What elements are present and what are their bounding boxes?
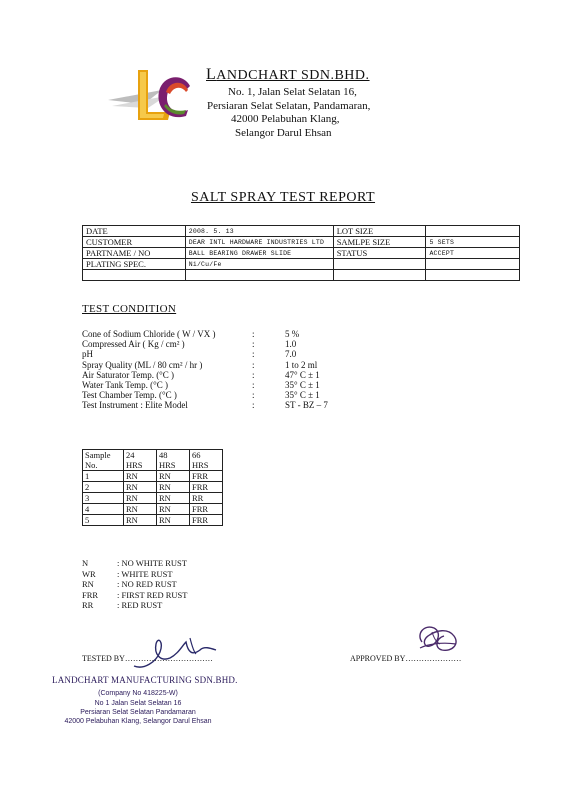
condition-label: pH (82, 349, 93, 360)
plating-value: Ni/Cu/Fe (185, 259, 333, 270)
table-row (83, 248, 520, 259)
status-value: ACCEPT (426, 248, 520, 259)
header-line: 66 (192, 450, 201, 460)
header-line: Sample (85, 450, 111, 460)
report-title: SALT SPRAY TEST REPORT (190, 190, 376, 205)
legend-code: RN (82, 579, 94, 589)
header-cell (83, 450, 124, 471)
test-condition-heading: TEST CONDITION (82, 303, 177, 315)
condition-value: 47° C ± 1 (285, 369, 320, 380)
condition-value: 35° C ± 1 (285, 379, 320, 390)
company-name-initial: L (206, 66, 217, 83)
legend (82, 558, 222, 611)
table-row (83, 270, 520, 281)
table-row (83, 482, 223, 493)
condition-value: 1.0 (285, 339, 297, 350)
company-address (207, 86, 370, 140)
condition-row (82, 329, 402, 339)
table-cell: 4 (83, 504, 124, 515)
condition-value: 7.0 (285, 349, 297, 360)
legend-code: RR (82, 600, 94, 610)
table-cell: RN (124, 493, 157, 504)
approved-by-label: APPROVED BY………………… (350, 654, 462, 663)
results-table (82, 449, 223, 526)
header-line: 24 (126, 450, 135, 460)
legend-desc: : NO RED RUST (117, 579, 177, 589)
condition-row (82, 380, 402, 390)
table-row (83, 259, 520, 270)
header-cell (157, 450, 190, 471)
empty-cell (426, 270, 520, 281)
condition-label: Water Tank Temp. (°C ) (82, 379, 169, 390)
report-info-table (82, 225, 520, 281)
table-cell: RN (124, 482, 157, 493)
table-cell: RN (124, 504, 157, 515)
footer-address-line: 42000 Pelabuhan Klang, Selangor Darul Ehsan (64, 718, 212, 725)
company-name (206, 66, 370, 84)
condition-label: Cone of Sodium Chloride ( W / VX ) (82, 329, 216, 339)
header-line: HRS (159, 460, 176, 470)
empty-cell (185, 270, 333, 281)
table-row (83, 504, 223, 515)
condition-label: Test Instrument : Elite Model (82, 400, 188, 411)
test-condition-list (82, 329, 402, 411)
legend-desc: : FIRST RED RUST (117, 589, 188, 600)
status-label: STATUS (333, 248, 426, 259)
address-line: Persiaran Selat Selatan, Pandamaran, (207, 99, 371, 112)
table-cell: FRR (190, 515, 223, 526)
legend-item (82, 558, 222, 569)
condition-row (82, 400, 402, 410)
header-line: HRS (192, 460, 209, 470)
company-name-rest: ANDCHART SDN.BHD. (216, 68, 370, 83)
address-line: 42000 Pelabuhan Klang, (231, 113, 340, 125)
condition-value: 5 % (285, 329, 300, 339)
empty-cell (83, 270, 186, 281)
table-cell: RN (157, 471, 190, 482)
header-line: No. (85, 460, 98, 470)
condition-value: ST - BZ – 7 (285, 400, 328, 411)
date-label: DATE (83, 226, 186, 237)
table-cell: 5 (83, 515, 124, 526)
customer-value: DEAR INTL HARDWARE INDUSTRIES LTD (185, 237, 333, 248)
header-line: 48 (159, 450, 168, 460)
customer-label: CUSTOMER (83, 237, 186, 248)
legend-desc: : WHITE RUST (117, 568, 173, 579)
legend-item (82, 579, 222, 590)
table-cell: RR (190, 493, 223, 504)
table-row (83, 237, 520, 248)
date-value: 2008. 5. 13 (185, 226, 333, 237)
separator: : (252, 379, 255, 390)
legend-code: FRR (82, 589, 99, 600)
table-cell: FRR (190, 471, 223, 482)
company-logo (104, 60, 200, 130)
partname-value: BALL BEARING DRAWER SLIDE (185, 248, 333, 259)
table-cell: RN (124, 471, 157, 482)
separator: : (252, 349, 255, 360)
table-header-row (83, 450, 223, 471)
table-cell: RN (157, 515, 190, 526)
legend-desc: : RED RUST (117, 600, 163, 610)
condition-row (82, 370, 402, 380)
condition-label: Compressed Air ( Kg / cm² ) (82, 339, 185, 350)
lot-size-label: LOT SIZE (333, 226, 426, 237)
condition-row (82, 360, 402, 370)
table-row (83, 226, 520, 237)
table-row (83, 471, 223, 482)
separator: : (252, 329, 255, 339)
condition-row (82, 339, 402, 349)
table-cell: FRR (190, 504, 223, 515)
lot-size-value (426, 226, 520, 237)
empty-cell (333, 270, 426, 281)
condition-row (82, 349, 402, 359)
partname-label: PARTNAME / NO (83, 248, 186, 259)
header-line: HRS (126, 460, 143, 470)
tested-by-signature (130, 632, 220, 672)
condition-row (82, 390, 402, 400)
table-row (83, 515, 223, 526)
separator: : (252, 339, 255, 350)
footer-address-line: Persiaran Selat Selatan Pandamaran (80, 709, 196, 716)
header-cell (190, 450, 223, 471)
footer-company-reg: (Company No 418225-W) (98, 690, 178, 697)
separator: : (252, 390, 255, 401)
footer-company-name: LANDCHART MANUFACTURING SDN.BHD. (52, 675, 238, 685)
separator: : (252, 369, 255, 380)
tested-by-label: TESTED BY…………………………… (82, 654, 213, 663)
approved-by-signature (412, 622, 464, 658)
table-cell: RN (157, 482, 190, 493)
legend-code: N (82, 558, 89, 568)
table-cell: 2 (83, 482, 124, 493)
separator: : (252, 400, 255, 411)
sample-size-value: 5 SETS (426, 237, 520, 248)
legend-item (82, 590, 222, 601)
footer-address-line: No 1 Jalan Selat Selatan 16 (94, 700, 182, 707)
condition-label: Air Saturator Temp. (°C ) (82, 369, 175, 380)
separator: : (252, 359, 255, 370)
legend-desc: : NO WHITE RUST (117, 558, 187, 568)
table-cell: RN (157, 504, 190, 515)
address-line: Selangor Darul Ehsan (235, 126, 332, 139)
condition-value: 1 to 2 ml (285, 359, 318, 370)
header-cell (124, 450, 157, 471)
condition-value: 35° C ± 1 (285, 390, 320, 401)
table-cell: RN (124, 515, 157, 526)
legend-item (82, 600, 222, 611)
table-cell: FRR (190, 482, 223, 493)
empty-cell (333, 259, 426, 270)
sample-size-label: SAMLPE SIZE (333, 237, 426, 248)
table-row (83, 493, 223, 504)
table-cell: 1 (83, 471, 124, 482)
plating-label: PLATING SPEC. (83, 259, 186, 270)
table-cell: 3 (83, 493, 124, 504)
empty-cell (426, 259, 520, 270)
legend-item (82, 569, 222, 580)
condition-label: Spray Quality (ML / 80 cm² / hr ) (82, 359, 203, 370)
legend-code: WR (82, 568, 96, 579)
condition-label: Test Chamber Temp. (°C ) (82, 390, 177, 401)
table-cell: RN (157, 493, 190, 504)
address-line: No. 1, Jalan Selat Selatan 16, (228, 86, 357, 98)
